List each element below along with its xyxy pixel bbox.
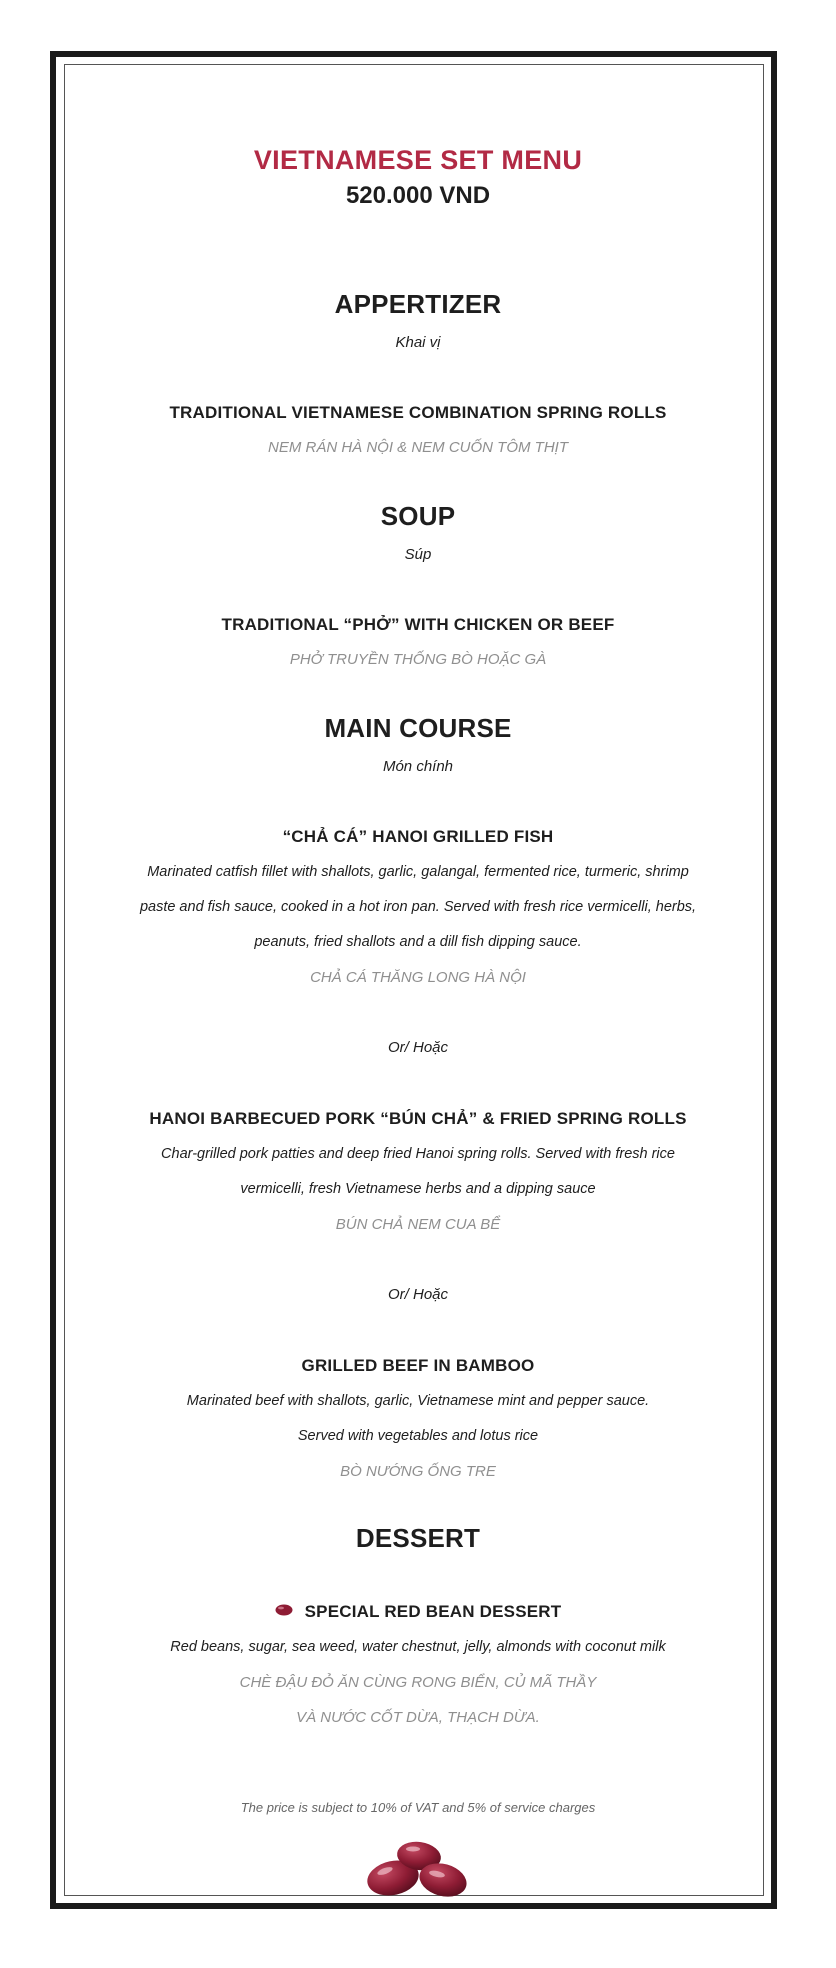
red-bean-icon bbox=[275, 1601, 293, 1621]
dish-desc-line: Marinated beef with shallots, garlic, Vietnamese mint and pepper sauce. bbox=[186, 1393, 650, 1409]
menu-price: 520.000 VND bbox=[345, 182, 491, 209]
dish-desc-line: peanuts, fried shallots and a dill fish dipping sauce. bbox=[254, 934, 582, 950]
dish-name-vi-cha-ca: CHẢ CÁ THĂNG LONG HÀ NỘI bbox=[310, 969, 526, 986]
dish-name-vi-pho: PHỞ TRUYỀN THỐNG BÒ HOẶC GÀ bbox=[289, 651, 547, 668]
dish-desc-line: Char-grilled pork patties and deep fried Hanoi spring rolls. Served with fresh rice bbox=[161, 1146, 675, 1162]
red-beans-logo bbox=[363, 1834, 473, 1900]
dish-name-cha-ca: “CHẢ CÁ” HANOI GRILLED FISH bbox=[282, 827, 554, 846]
dish-name-vi-line: CHÈ ĐẬU ĐỎ ĂN CÙNG RONG BIỂN, CỦ MÃ THẦY bbox=[239, 1674, 597, 1691]
section-subtitle-appetizer: Khai vị bbox=[395, 334, 441, 351]
section-subtitle-main-course: Món chính bbox=[382, 758, 454, 775]
dish-name-vi-spring-rolls: NEM RÁN HÀ NỘI & NEM CUỐN TÔM THỊT bbox=[268, 439, 568, 456]
dish-name-bun-cha: HANOI BARBECUED PORK “BÚN CHẢ” & FRIED SPRING ROLLS bbox=[149, 1109, 687, 1128]
section-title-main-course: MAIN COURSE bbox=[324, 713, 512, 743]
dish-desc-line: Marinated catfish fillet with shallots, garlic, galangal, fermented rice, turmeric, shrimp bbox=[147, 864, 689, 880]
dish-name-grilled-beef: GRILLED BEEF IN BAMBOO bbox=[301, 1356, 535, 1375]
dish-desc-line: Served with vegetables and lotus rice bbox=[297, 1428, 539, 1444]
section-title-dessert: DESSERT bbox=[355, 1523, 481, 1553]
menu-title: VIETNAMESE SET MENU bbox=[253, 145, 583, 175]
dish-row-red-bean bbox=[0, 1602, 836, 1623]
section-title-soup: SOUP bbox=[380, 501, 456, 531]
section-title-appetizer: APPERTIZER bbox=[334, 289, 502, 319]
dish-name-red-bean: SPECIAL RED BEAN DESSERT bbox=[304, 1602, 562, 1621]
or-separator: Or/ Hoặc bbox=[387, 1039, 448, 1056]
dish-name-vi-line: VÀ NƯỚC CỐT DỪA, THẠCH DỪA. bbox=[296, 1709, 540, 1726]
dish-desc-line: vermicelli, fresh Vietnamese herbs and a dipping sauce bbox=[240, 1181, 596, 1197]
dish-desc-line: paste and fish sauce, cooked in a hot iron pan. Served with fresh rice vermicelli, herbs, bbox=[139, 899, 697, 915]
dish-name-vi-bun-cha: BÚN CHẢ NEM CUA BỂ bbox=[335, 1216, 501, 1233]
dish-name-vi-grilled-beef: BÒ NƯỚNG ỐNG TRE bbox=[340, 1463, 496, 1480]
dish-name-spring-rolls: TRADITIONAL VIETNAMESE COMBINATION SPRING ROLLS bbox=[169, 403, 667, 422]
or-separator: Or/ Hoặc bbox=[387, 1286, 448, 1303]
dish-desc-red-bean: Red beans, sugar, sea weed, water chestnut, jelly, almonds with coconut milk bbox=[170, 1639, 666, 1655]
price-note: The price is subject to 10% of VAT and 5% of service charges bbox=[240, 1800, 596, 1815]
dish-name-pho: TRADITIONAL “PHỞ” WITH CHICKEN OR BEEF bbox=[221, 615, 615, 634]
section-subtitle-soup: Súp bbox=[404, 546, 432, 563]
